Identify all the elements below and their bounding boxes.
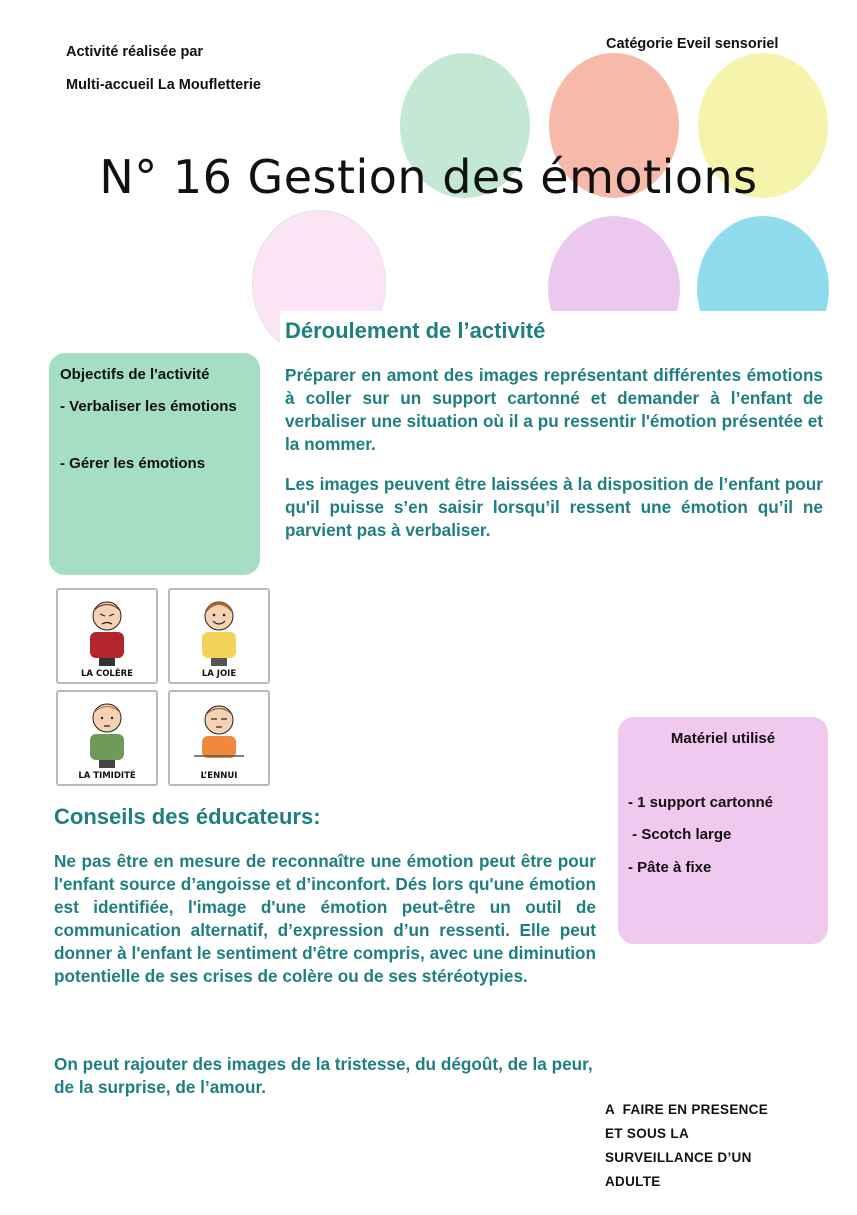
emotion-card: [168, 690, 270, 786]
warning-line: SURVEILLANCE D’UN: [605, 1150, 752, 1165]
materiel-title: Matériel utilisé: [670, 730, 776, 747]
deroulement-paragraph-2: Les images peuvent être laissées à la disposition de l’enfant pour qu'il puisse s’en saisir lorsqu’il ressent une émotion qu’il ne parvient pas à verbaliser.: [285, 474, 823, 540]
warning-line: A FAIRE EN PRESENCE: [605, 1102, 769, 1117]
emotion-card: [56, 588, 158, 684]
conseils-paragraph-1: Ne pas être en mesure de reconnaître une émotion peut être pour l'enfant source d’angoisse et d’inconfort. Dés lors qu'une émotion est identifiée, l'image d'une émotion peut-être un outil de communication alternatif, d’expression d’un ressenti. Elle peut donner à l'enfant le sentiment d'être compris, avec une diminution potentielle de ses crises de colère ou de ses stéréotypies.: [54, 851, 596, 986]
author-line-2: Multi-accueil La Moufletterie: [66, 77, 261, 93]
angry-child-icon: [82, 596, 132, 666]
category-label: Catégorie Eveil sensoriel: [606, 36, 779, 52]
conseils-paragraph-2: On peut rajouter des images de la tristesse, du dégoût, de la peur, de la surprise, de l’amour.: [54, 1054, 593, 1097]
emotion-card-label: LA TIMIDITÉ: [78, 771, 136, 781]
emotion-cards-grid: [56, 588, 271, 786]
conseils-heading: Conseils des éducateurs:: [54, 804, 321, 829]
emotion-card: [56, 690, 158, 786]
emotion-card-label: L’ENNUI: [200, 771, 238, 781]
materiel-item: - Scotch large: [628, 826, 732, 843]
deroulement-heading: Déroulement de l’activité: [285, 318, 546, 343]
emotion-card: [168, 588, 270, 684]
deroulement-paragraph-1: Préparer en amont des images représentant différentes émotions à coller sur un support cartonné et demander à l’enfant de verbaliser une situation où il a pu ressentir l'émotion présentée et la nommer.: [285, 365, 823, 454]
author-line-1: Activité réalisée par: [66, 44, 204, 60]
bored-child-icon: [194, 698, 244, 768]
safety-warning: [605, 1098, 768, 1194]
warning-line: ADULTE: [605, 1174, 661, 1189]
shy-child-icon: [82, 698, 132, 768]
author-block: [66, 36, 261, 102]
objectif-item: - Gérer les émotions: [60, 455, 206, 472]
objectifs-title: Objectifs de l'activité: [60, 366, 210, 383]
materiel-item: - Pâte à fixe: [628, 859, 712, 876]
emotion-card-label: LA JOIE: [201, 669, 237, 679]
objectif-item: - Verbaliser les émotions: [60, 398, 237, 415]
happy-child-icon: [194, 596, 244, 666]
emotion-card-label: LA COLÈRE: [81, 669, 133, 679]
warning-line: ET SOUS LA: [605, 1126, 690, 1141]
materiel-item: - 1 support cartonné: [628, 794, 774, 811]
page-title: N° 16 Gestion des émotions: [99, 150, 758, 204]
